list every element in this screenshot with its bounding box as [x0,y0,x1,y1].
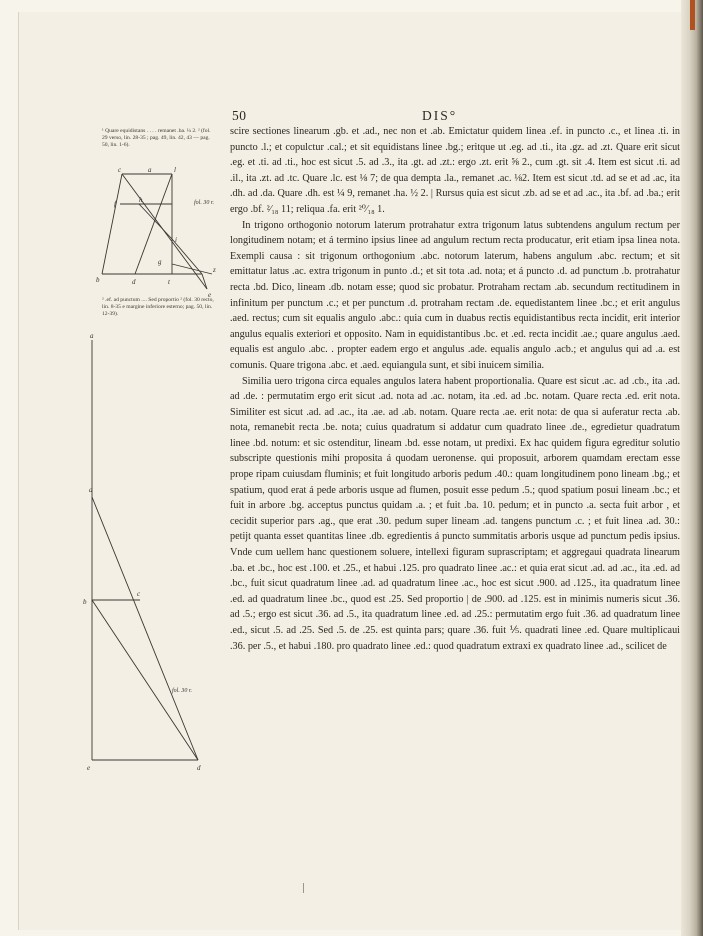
fig1-label-b: b [96,276,100,284]
fig2-label-c: c [137,590,141,598]
figure-trapezoid [92,164,232,300]
fig1-label-a: a [148,166,152,174]
fig2-side-note: fol. 30 r. [172,688,193,694]
fig2-label-b: b [83,598,87,606]
book-spine [681,0,703,936]
page-edge-marker [690,0,695,30]
fig2-line-ad [92,497,198,760]
fig1-label-l: l [174,166,176,174]
fig1-label-e: e [208,291,212,299]
fig1-line-it [172,239,202,274]
fig1-line-cb [102,174,122,274]
margin-note-2: ² .ef. ad punctum .... Sed proportio ² (fol. 30 recto, lin. 8-35 e margine inferiore esterno; pag. 50, lin. 12-39). [102,297,214,318]
fig1-label-c: c [118,166,122,174]
fig1-label-h: h [139,196,143,204]
margin-note-1: ¹ Quare equidistans . . . . remanet .ba. ¼ 2. ² (fol. 29 verso, lin. 28-35 ; pag. 49, lin. 42, 43 — pag. 50, lin. 1-6). [102,128,211,149]
fig2-label-a: a [89,486,93,494]
fig1-line-gz [172,264,212,274]
fig2-label-d: d [197,764,201,772]
paragraph-2: In trigono orthogonio notorum laterum protrahatur extra trigonum latus subtendens angulum rectum per longitudinem notam; et á termino ipsius linee ad angulum rectum recta producatur, erit etiam ipsa linea nota. Exempli causa : sit trigonum orthogonium .abc. notorum laterum, habens angulum .abc. rectum; et sit emittatur latus .ac. extra trigonum in punto .d.; et sit tota .ad. nota; et á puncto .d. ad punctum .b. protrahatur recta .bd. Dico, lineam .db. notam esse; quod sic probatur. Protraham rectam .ab. secundum rectitudinem in infinitum per punctum .c.; et per punctum .d. protraham rectam .de. equedistantem linee .bc.; et erit angulus .aed. rectus; cum sit equalis angulo .abc.: quia cum in duabus rectis equidistantibus recta incidit, erit interior angulus equalis exteriori et opposito. Nam in equidistantibus .bc. et .ed. recta incidit .ae.; quare angulus .aed. equalis est angulo .abc. . propter eadem ergo et angulus .ade. equalis angulo .acb.; et angulus qui ad .a. est comunis. Quare trigona .abc. et .aed. equiangula sunt, et sibi inuicem similia. [230,219,680,371]
fig1-label-i: i [175,236,177,244]
fig1-label-z: z [213,266,216,274]
fig1-line-ad [135,174,172,274]
fig1-label-f: f [114,200,116,208]
paragraph-1: scire sectiones linearum .gb. et .ad., nec non et .ab. Emictatur quidem linea .ef. in puncto .c., et linea .ti. in puncto .l.; et copulctur .cal.; et sit equidistans linee .bg.; eritque ut .eg. ad .ti., ita .gz. ad .zt. Quare erit sicut .eg. et .ti. ad .ti., hoc est sicut .5. ad .3., ita .gt. ad .zt.: ergo .zt. erit ⅝ 2., cum .gt. sit .4. Item est sicut .ti. ad .il., ita .zt. ad .tc. Quare .lc. est ⅛ 7; de qua dempta .la., remanet .ac. ⅛2. Item est sicut .td. ad se et ad .ac, ita .dh. ad .da. Quare .dh. est ¼ 9, remanet .ha. ½ 2. | Rursus quia est sicut .zb. ad se et ad .ac., ita .bf. ad .ba.; erit ergo .bf. ²⁄₁₈ 11; reliqua .fa. erit ²⁰⁄₁₈ 1. [230,126,680,215]
folio-number: 50 [232,108,247,123]
page-header [232,108,672,124]
fig2-label-e: e [87,764,91,772]
fig1-side-note: fol. 30 r. [194,200,215,206]
main-text [230,124,680,654]
page-mark [303,883,304,893]
fig2-line-bd [92,600,198,760]
paragraph-3: Similia uero trigona circa equales angulos latera habent proportionalia. Quare est sicut .ac. ad .cb., ita .ad. ad .de. : permutatim ergo erit sicut .ad. nota ad .ac. notam, ita .ed. ad .bc. notam. Quare recta .ed. erit nota. Similiter est sicut .ad. ad .ac., ita .ae. ad .ab. notam. Quare recta .ae. erit nota: de qua si auferatur recta .ab. nota, remanebit recta .be. nota; cuius quadratum si addatur cum quadrato linee .de., egredietur quadratum linee .bd. notum: et sic ostenditur, lineam .bd. esse notam, ut predixi. Ex hac quidem figura egreditur solutio subscripte questionis mihi proposita á quodam ueronense. qui proposuit, arborem quamdam erectam esse prope ripam cuiusdam fluminis; et fuit longitudo arboris pedum .40.: quam longitudinem pono lineam .bg.; et spatium, quod erat á pede arboris usque ad flumen, posuit esse pedum .5.; quod spatium posui lineam .bc.; et fuit in arbore .bg. acceptus punctus quidam .a. ; et fuit .ba. 10. pedum; et in puncto .a. secta fuit arbor , et cecidit superior pars .ag., que erat .30. pedum super lineam .ad. tangens punctum .c. ; et fuit linea .ad. 30.: petijt quanta esset quantitas linee .db. egredientis á puncto summitatis arboris usque ad punctum pedis ipsius. Vnde cum uellem hanc questionem soluere, intellexi figuram suprascriptam; et aggregaui quadrata linearum .ba. et .bc., hoc est .100. et .25., et habui .125. pro quadrato linee .ac.: et quia erat sicut .ad. ad .ac., ita .ed. ad .bc., fuit sicut quadratum linee .ad. ad quadratum linee .ac., hoc est sicut .900. ad .125., ita quadratum linee .ed. ad quadratum linee .bc., quod est .25. Sed proportio | de .900. ad .125. est in minimis numeris sicut .36. ad .5.; ergo est sicut .36. ad .5., ita quadratum linee .ed. ad .25.: permutatim ergo fuit .36. ad quadratum linee .ed., sicut .5. ad .25. Sed .5. de .25. est quinta pars; quare .36. fuit ⅕. quadrati linee .ed. Quare multiplicaui .36. per .5., et habui .180. pro quadrato linee .ed.: quod quadratum extraxi ex quadrato linee .ad., scilicet de [230,375,680,652]
figure-tree-triangle [80,332,230,772]
fig1-line-hi [139,204,172,239]
fig1-line-te [202,274,207,289]
fig2-label-a-top: a [90,332,94,340]
running-head: DIS° [422,108,458,123]
fig1-label-t: t [168,278,170,286]
fig1-label-d: d [132,278,136,286]
fig1-label-g: g [158,258,162,266]
